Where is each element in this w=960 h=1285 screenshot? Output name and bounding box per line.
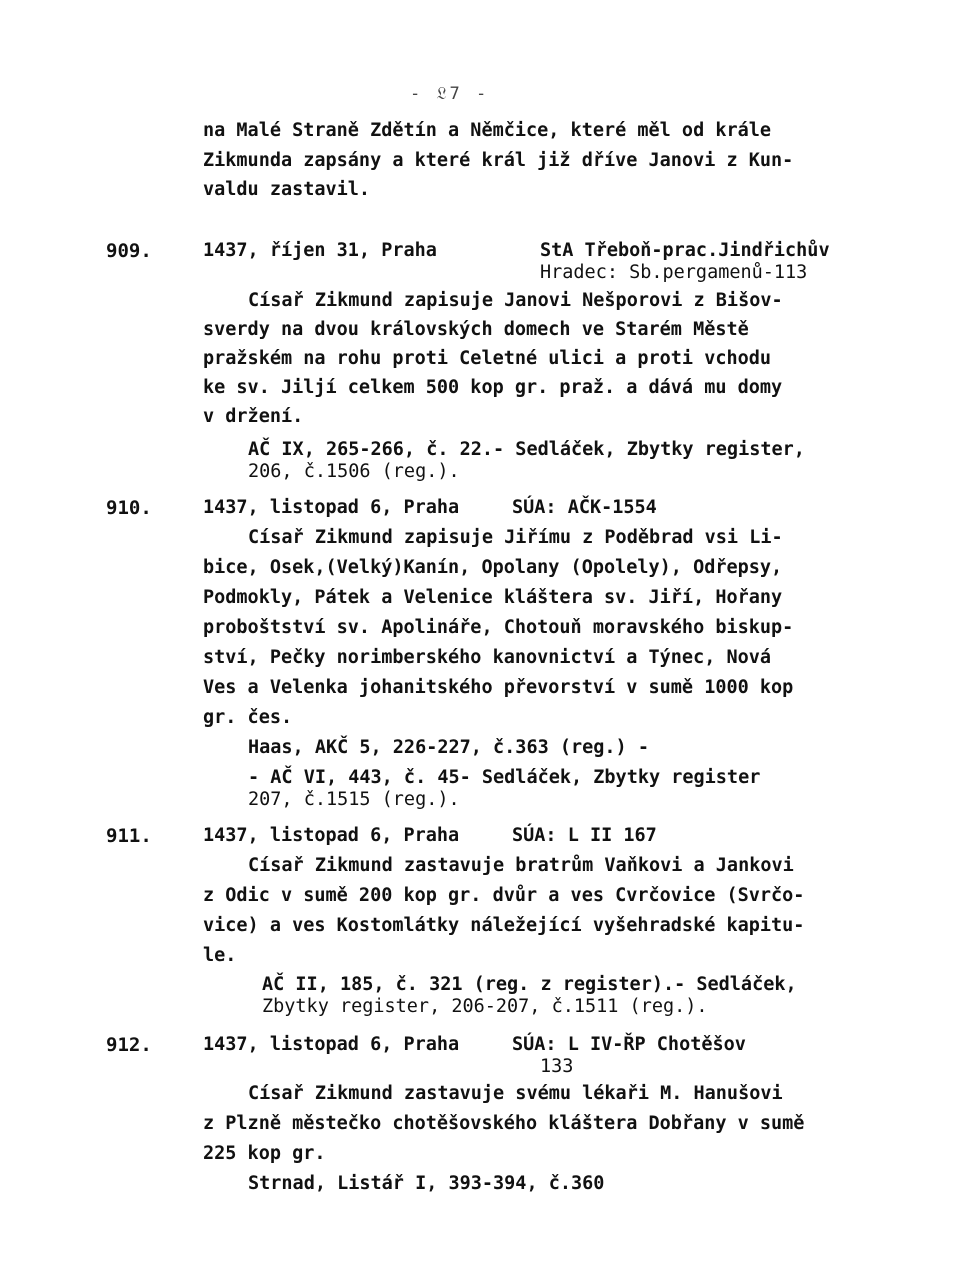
entry-source: SÚA: AČK-1554 — [512, 497, 657, 518]
entry-number: 912. — [106, 1034, 152, 1056]
entry-reference: - AČ VI, 443, č. 45- Sedláček, Zbytky register — [248, 767, 761, 788]
entry-text-line: proboštství sv. Apolináře, Chotouň moravského biskup- — [203, 617, 794, 638]
entry-date: 1437, listopad 6, Praha — [203, 1034, 460, 1055]
entry-text-line: Císař Zikmund zastavuje svému lékaři M. Hanušovi — [248, 1083, 783, 1104]
entry-reference: AČ IX, 265-266, č. 22.- Sedláček, Zbytky register, — [248, 439, 805, 460]
entry-source: 133 — [540, 1056, 574, 1077]
entry-source: Hradec: Sb.pergamenů-113 — [540, 262, 808, 283]
entry-reference: AČ II, 185, č. 321 (reg. z register).- Sedláček, — [262, 974, 797, 995]
entry-number: 911. — [106, 825, 152, 847]
entry-source: SÚA: L II 167 — [512, 825, 657, 846]
entry-text-line: v držení. — [203, 406, 304, 427]
entry-text-line: le. — [203, 945, 237, 966]
entry-text-line: z Plzně městečko chotěšovského kláštera Dobřany v sumě — [203, 1113, 805, 1134]
entry-number: 910. — [106, 497, 152, 519]
entry-text-line: vice) a ves Kostomlátky náležející vyšehradské kapitu- — [203, 915, 805, 936]
entry-reference: 206, č.1506 (reg.). — [248, 461, 460, 482]
entry-text-line: Císař Zikmund zapisuje Janovi Nešporovi z Bišov- — [248, 290, 783, 311]
entry-source: StA Třeboň-prac.Jindřichův — [540, 240, 830, 261]
entry-date: 1437, listopad 6, Praha — [203, 825, 460, 846]
entry-text-line: ství, Pečky norimberského kanovnictví a Týnec, Nová — [203, 647, 772, 668]
entry-text-line: Císař Zikmund zastavuje bratrům Vaňkovi a Jankovi — [248, 855, 794, 876]
entry-reference: Zbytky register, 206-207, č.1511 (reg.). — [262, 996, 708, 1017]
entry-reference: Strnad, Listář I, 393-394, č.360 — [248, 1173, 605, 1194]
entry-text-line: sverdy na dvou královských domech ve Starém Městě — [203, 319, 749, 340]
entry-source: SÚA: L IV-ŘP Chotěšov — [512, 1034, 746, 1055]
entry-date: 1437, listopad 6, Praha — [203, 497, 460, 518]
entry-reference: 207, č.1515 (reg.). — [248, 789, 460, 810]
page-number: - 𝔏7 - — [410, 84, 490, 104]
intro-line: na Malé Straně Zdětín a Němčice, které měl od krále — [203, 120, 772, 141]
entry-reference: Haas, AKČ 5, 226-227, č.363 (reg.) - — [248, 737, 649, 758]
entry-text-line: Císař Zikmund zapisuje Jiřímu z Poděbrad vsi Li- — [248, 527, 783, 548]
entry-text-line: Podmokly, Pátek a Velenice kláštera sv. Jiří, Hořany — [203, 587, 783, 608]
entry-text-line: z Odic v sumě 200 kop gr. dvůr a ves Cvrčovice (Svrčo- — [203, 885, 805, 906]
intro-line: Zikmunda zapsány a které král již dříve Janovi z Kun- — [203, 150, 794, 171]
entry-text-line: Ves a Velenka johanitského převorství v sumě 1000 kop — [203, 677, 794, 698]
entry-date: 1437, říjen 31, Praha — [203, 240, 437, 261]
entry-text-line: pražském na rohu proti Celetné ulici a proti vchodu — [203, 348, 772, 369]
entry-text-line: 225 kop gr. — [203, 1143, 326, 1164]
entry-text-line: ke sv. Jiljí celkem 500 kop gr. praž. a dává mu domy — [203, 377, 783, 398]
intro-line: valdu zastavil. — [203, 179, 371, 200]
entry-text-line: bice, Osek,(Velký)Kanín, Opolany (Opolely), Odřepsy, — [203, 557, 783, 578]
entry-number: 909. — [106, 240, 152, 262]
entry-text-line: gr. čes. — [203, 707, 293, 728]
